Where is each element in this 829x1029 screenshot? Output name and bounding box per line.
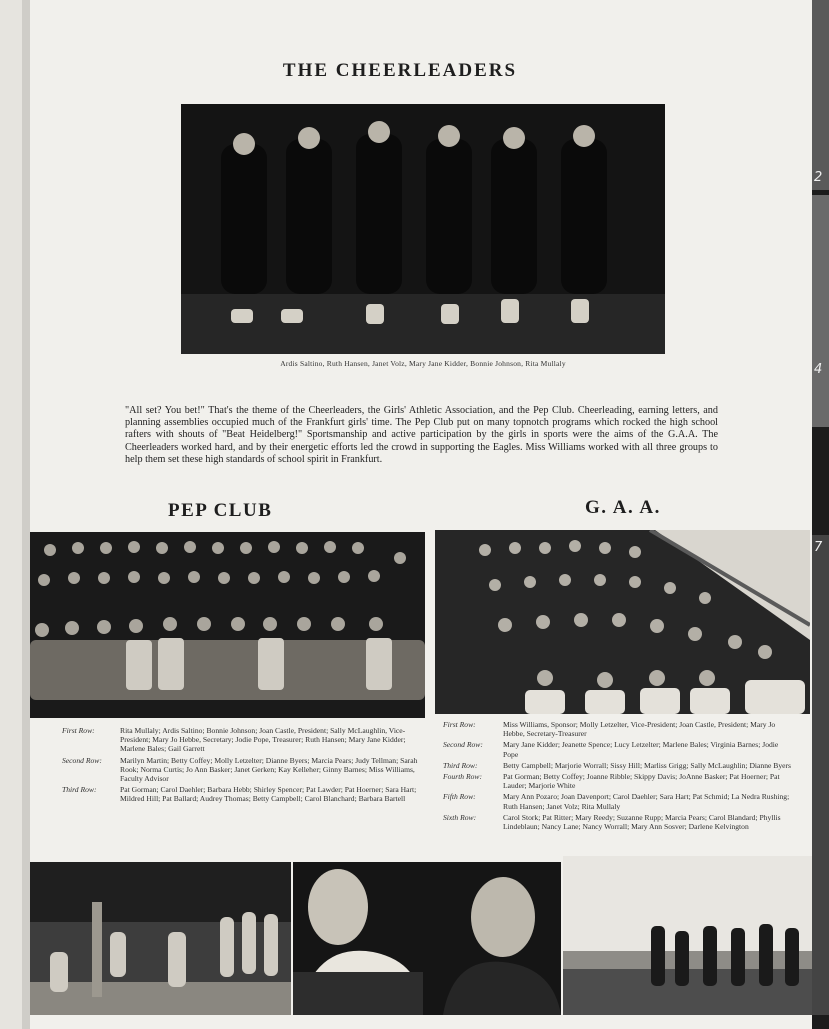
roster-row: Second Row: Marilyn Martin; Betty Coffey; Molly Letzelter; Dianne Byers; Marcia Pears; Judy Tellman; Sarah Rook; Norma Curtis; Jo Ann Basker; Janet Gerken; Kay Kelleher; Ginny Barnes; Miss Williams, Faculty Advisor [62, 755, 418, 784]
margin-number: 2 [814, 170, 823, 185]
cheer-silhouette-photo [563, 856, 812, 1015]
adjacent-page-right [812, 0, 829, 1029]
pep-club-photo [30, 532, 425, 718]
softball-game-photo [30, 862, 291, 1015]
gaa-roster [443, 720, 793, 833]
roster-row: Fourth Row: Pat Gorman; Betty Coffey; Joanne Ribble; Skippy Davis; JoAnne Basker; Pat Hoerner; Pat Lauder; Marjorie White [443, 772, 780, 791]
gaa-photo [435, 530, 810, 714]
roster-row: Third Row: Pat Gorman; Carol Daehler; Barbara Hebb; Shirley Spencer; Pat Lawder; Pat Hoerner; Sara Hart; Mildred Hill; Pat Ballard; Audrey Thomas; Betty Campbell; Carol Blanchard; Barbara Bartell [62, 785, 417, 804]
cheerleaders-caption: Ardis Saltino, Ruth Hansen, Janet Volz, Mary Jane Kidder, Bonnie Johnson, Rita Mullaly [280, 359, 566, 368]
roster-row: Fifth Row: Mary Ann Pozaro; Joan Davenport; Carol Daehler; Sara Hart; Pat Schmid; La Nedra Rushing; Ruth Hansen; Janet Volz; Rita Mullaly [443, 792, 790, 811]
pep-club-roster [62, 726, 420, 806]
pep-rally-photo [293, 862, 561, 1015]
roster-row: First Row: Miss Williams, Sponsor; Molly Letzelter, Vice-President; Joan Castle, President; Mary Jo Hebbe, Secretary-Treasurer [443, 720, 776, 739]
pep-club-heading: PEP CLUB [168, 500, 273, 521]
roster-row: First Row: Rita Mullaly; Ardis Saltino; Bonnie Johnson; Joan Castle, President; Sally McLaughlin, Vice-President; Mary Jo Hebbe, Secretary; Jodie Pope, Treasurer; Ruth Hansen; Mary Jane Kidder; Marlene Bales; Gail Garrett [62, 726, 406, 754]
roster-row: Sixth Row: Carol Stork; Pat Ritter; Mary Reedy; Suzanne Rupp; Marcia Pears; Carol Blandard; Phyllis Lindeblaun; Nancy Lane; Nancy Worrall; Mary Ann Sosver; Darlene Kelvington [443, 812, 781, 832]
roster-row: Third Row: Betty Campbell; Marjorie Worrall; Sissy Hill; Marliss Grigg; Sally McLaughlin; Dianne Byers [443, 760, 791, 770]
roster-row: Second Row: Mary Jane Kidder; Jeanette Spence; Lucy Letzelter; Marlene Bales; Virginia Barnes; Jodie Pope [443, 740, 779, 759]
margin-number: 4 [814, 362, 823, 377]
adjacent-page-left [0, 0, 30, 1029]
gaa-heading: G. A. A. [585, 497, 661, 518]
intro-paragraph: "All set? You bet!" That's the theme of the Cheerleaders, the Girls' Athletic Association, and the Pep Club. Cheerleading, earning letters, and planning assemblies occupied much of the Frankfurt girls' time. The Pep Club put on many topnotch programs which rocked the high school rafters with shouts of "Beat Heidelberg!" Sportsmanship and active participation by the girls in sports were the aims of the G.A.A. The Cheerleaders worked hard, and by their energetic efforts led the crowd in supporting the Eagles. Miss Williams worked with all three groups to help them set these high standards of school spirit in Frankfurt. [125, 405, 718, 465]
margin-number: 7 [814, 540, 823, 555]
cheerleaders-photo [181, 104, 665, 354]
page-title: THE CHEERLEADERS [282, 60, 518, 81]
